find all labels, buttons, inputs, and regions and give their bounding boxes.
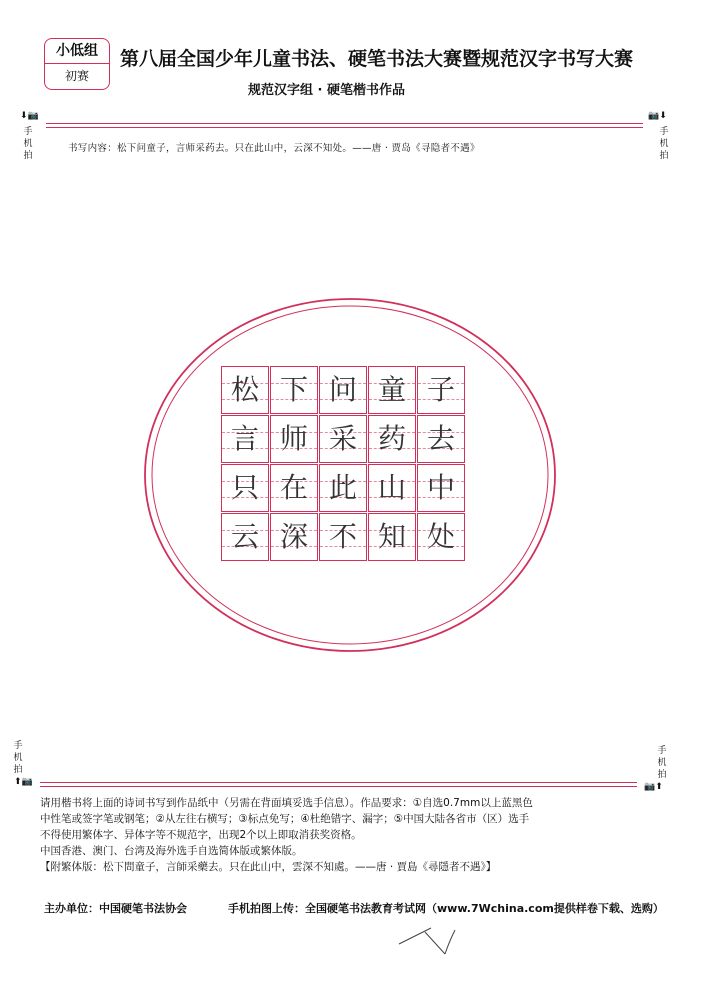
grid-char: 只 — [230, 471, 259, 504]
side-label-left-bottom: 手 机 拍 — [13, 741, 23, 775]
grid-cell — [270, 415, 318, 463]
grid-char: 下 — [279, 373, 308, 406]
grid-cell — [270, 366, 318, 414]
grid-cell — [368, 464, 416, 512]
grid-char: 去 — [426, 422, 455, 455]
grid-char: 处 — [426, 520, 455, 553]
grid-cell — [221, 415, 269, 463]
writing-content: 书写内容：松下问童子，言师采药去。只在此山中，云深不知处。——唐 · 贾岛《寻隐者不遇》 — [68, 143, 480, 154]
side-label-right-bottom: 手 机 拍 — [657, 746, 667, 780]
instructions — [40, 795, 670, 875]
grid-cell — [368, 513, 416, 561]
camera-icon: ⬆📷 — [14, 777, 33, 787]
grid-char: 云 — [230, 520, 259, 553]
group-badge — [44, 38, 110, 90]
top-divider-thin — [46, 127, 643, 128]
grid-char: 药 — [377, 422, 406, 455]
side-label-left-top: 手 机 拍 — [23, 127, 33, 161]
instruction-line: 请用楷书将上面的诗词书写到作品纸中（另需在背面填妥选手信息）。作品要求：①自选0.7mm以上蓝黑色 — [40, 797, 533, 809]
grid-cell — [417, 513, 465, 561]
grid-char: 深 — [279, 520, 308, 553]
grid-char: 中 — [426, 471, 455, 504]
top-divider — [46, 123, 643, 124]
badge-divider — [45, 63, 109, 64]
grid-char: 此 — [328, 471, 357, 504]
camera-icon: ⬇📷 — [20, 111, 39, 121]
grid-char: 子 — [426, 373, 455, 406]
page-subtitle: 规范汉字组 · 硬笔楷书作品 — [248, 83, 405, 98]
grid-char: 不 — [328, 520, 357, 553]
grid-char: 在 — [279, 471, 308, 504]
grid-cell — [221, 513, 269, 561]
bottom-divider — [40, 786, 637, 787]
grid-cell — [319, 513, 367, 561]
grid-char: 童 — [377, 373, 406, 406]
upload-info: 手机拍图上传：全国硬笔书法教育考试网（www.7Wchina.com提供样卷下载、选购） — [228, 902, 664, 915]
camera-icon: 📷⬇ — [648, 111, 667, 121]
grid-cell — [319, 415, 367, 463]
grid-char: 问 — [328, 373, 357, 406]
instruction-line: 不得使用繁体字、异体字等不规范字，出现2个以上即取消获奖资格。 — [40, 829, 362, 841]
instruction-line: 中性笔或签字笔或钢笔；②从左往右横写；③标点免写；④杜绝错字、漏字；⑤中国大陆各省市（区）选手 — [40, 813, 530, 825]
bottom-divider-thin — [40, 782, 637, 783]
camera-icon: 📷⬆ — [644, 782, 663, 792]
page-title: 第八届全国少年儿童书法、硬笔书法大赛暨规范汉字书写大赛 — [120, 48, 634, 70]
instruction-line: 【附繁体版：松下問童子，言師采藥去。只在此山中，雲深不知處。——唐 · 賈島《尋隱者不遇》】 — [40, 861, 497, 873]
grid-char: 山 — [377, 471, 406, 504]
grid-cell — [270, 513, 318, 561]
grid-cell — [368, 415, 416, 463]
side-label-right-top: 手 机 拍 — [659, 127, 669, 161]
grid-char: 言 — [230, 422, 259, 455]
grid-cell — [417, 366, 465, 414]
grid-cell — [319, 366, 367, 414]
grid-cell — [319, 464, 367, 512]
grid-cell — [221, 366, 269, 414]
practice-grid — [221, 366, 465, 566]
grid-char: 师 — [279, 422, 308, 455]
grid-cell — [270, 464, 318, 512]
grid-char: 知 — [377, 520, 406, 553]
grid-cell — [417, 464, 465, 512]
instruction-line: 中国香港、澳门、台湾及海外选手自选简体版或繁体版。 — [40, 845, 303, 857]
badge-round-label: 初赛 — [64, 69, 89, 83]
grid-cell — [221, 464, 269, 512]
grid-cell — [417, 415, 465, 463]
grid-cell — [368, 366, 416, 414]
grid-char: 松 — [230, 373, 259, 406]
signature-mark — [395, 922, 475, 958]
badge-group-label: 小低组 — [56, 43, 98, 59]
grid-char: 采 — [328, 422, 357, 455]
organizer: 主办单位：中国硬笔书法协会 — [44, 902, 187, 915]
